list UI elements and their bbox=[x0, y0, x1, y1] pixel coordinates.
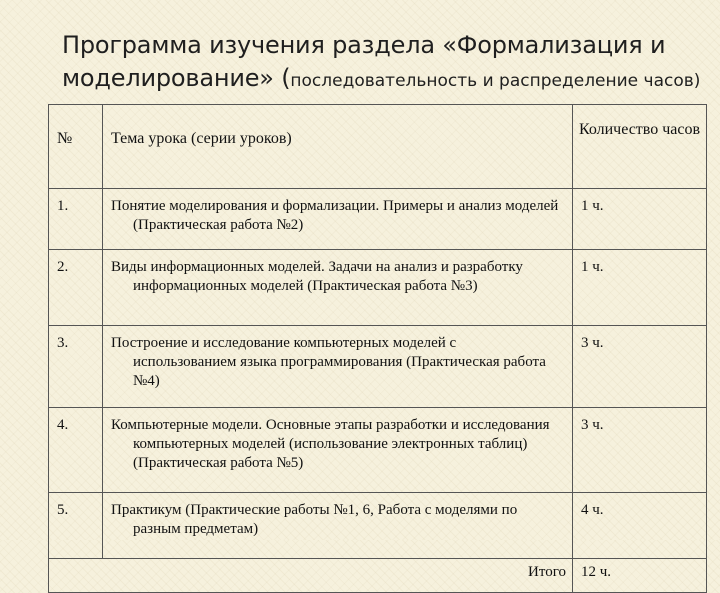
header-hours: Количество часов bbox=[573, 105, 707, 189]
header-topic: Тема урока (серии уроков) bbox=[103, 105, 573, 189]
title-subtitle: последовательность и распределение часов) bbox=[290, 71, 701, 91]
row-number: 2. bbox=[49, 250, 103, 326]
row-hours: 4 ч. bbox=[573, 493, 707, 559]
table-header-row bbox=[49, 105, 707, 189]
row-hours: 3 ч. bbox=[573, 408, 707, 493]
program-table bbox=[48, 104, 707, 593]
row-hours: 1 ч. bbox=[573, 250, 707, 326]
table-row bbox=[49, 408, 707, 493]
table-row bbox=[49, 326, 707, 408]
row-topic: Виды информационных моделей. Задачи на анализ и разработку информационных моделей (Практическая работа №3) bbox=[103, 250, 573, 326]
header-number: № bbox=[49, 105, 103, 189]
table-row bbox=[49, 189, 707, 250]
table-row bbox=[49, 493, 707, 559]
row-topic: Практикум (Практические работы №1, 6, Работа с моделями по разным предметам) bbox=[103, 493, 573, 559]
row-topic: Компьютерные модели. Основные этапы разработки и исследования компьютерных моделей (использование электронных таблиц) (Практическая работа №5) bbox=[103, 408, 573, 493]
row-topic: Построение и исследование компьютерных моделей с использованием языка программирования (Практическая работа №4) bbox=[103, 326, 573, 408]
total-label: Итого bbox=[49, 559, 573, 593]
table-row bbox=[49, 250, 707, 326]
row-hours: 1 ч. bbox=[573, 189, 707, 250]
row-number: 3. bbox=[49, 326, 103, 408]
total-row bbox=[49, 559, 707, 593]
title-main: Программа изучения раздела «Формализация и моделирование» ( bbox=[62, 31, 666, 92]
row-number: 5. bbox=[49, 493, 103, 559]
row-hours: 3 ч. bbox=[573, 326, 707, 408]
row-number: 4. bbox=[49, 408, 103, 493]
total-value: 12 ч. bbox=[573, 559, 707, 593]
row-number: 1. bbox=[49, 189, 103, 250]
row-topic: Понятие моделирования и формализации. Примеры и анализ моделей (Практическая работа №2) bbox=[103, 189, 573, 250]
slide-title bbox=[62, 30, 712, 96]
